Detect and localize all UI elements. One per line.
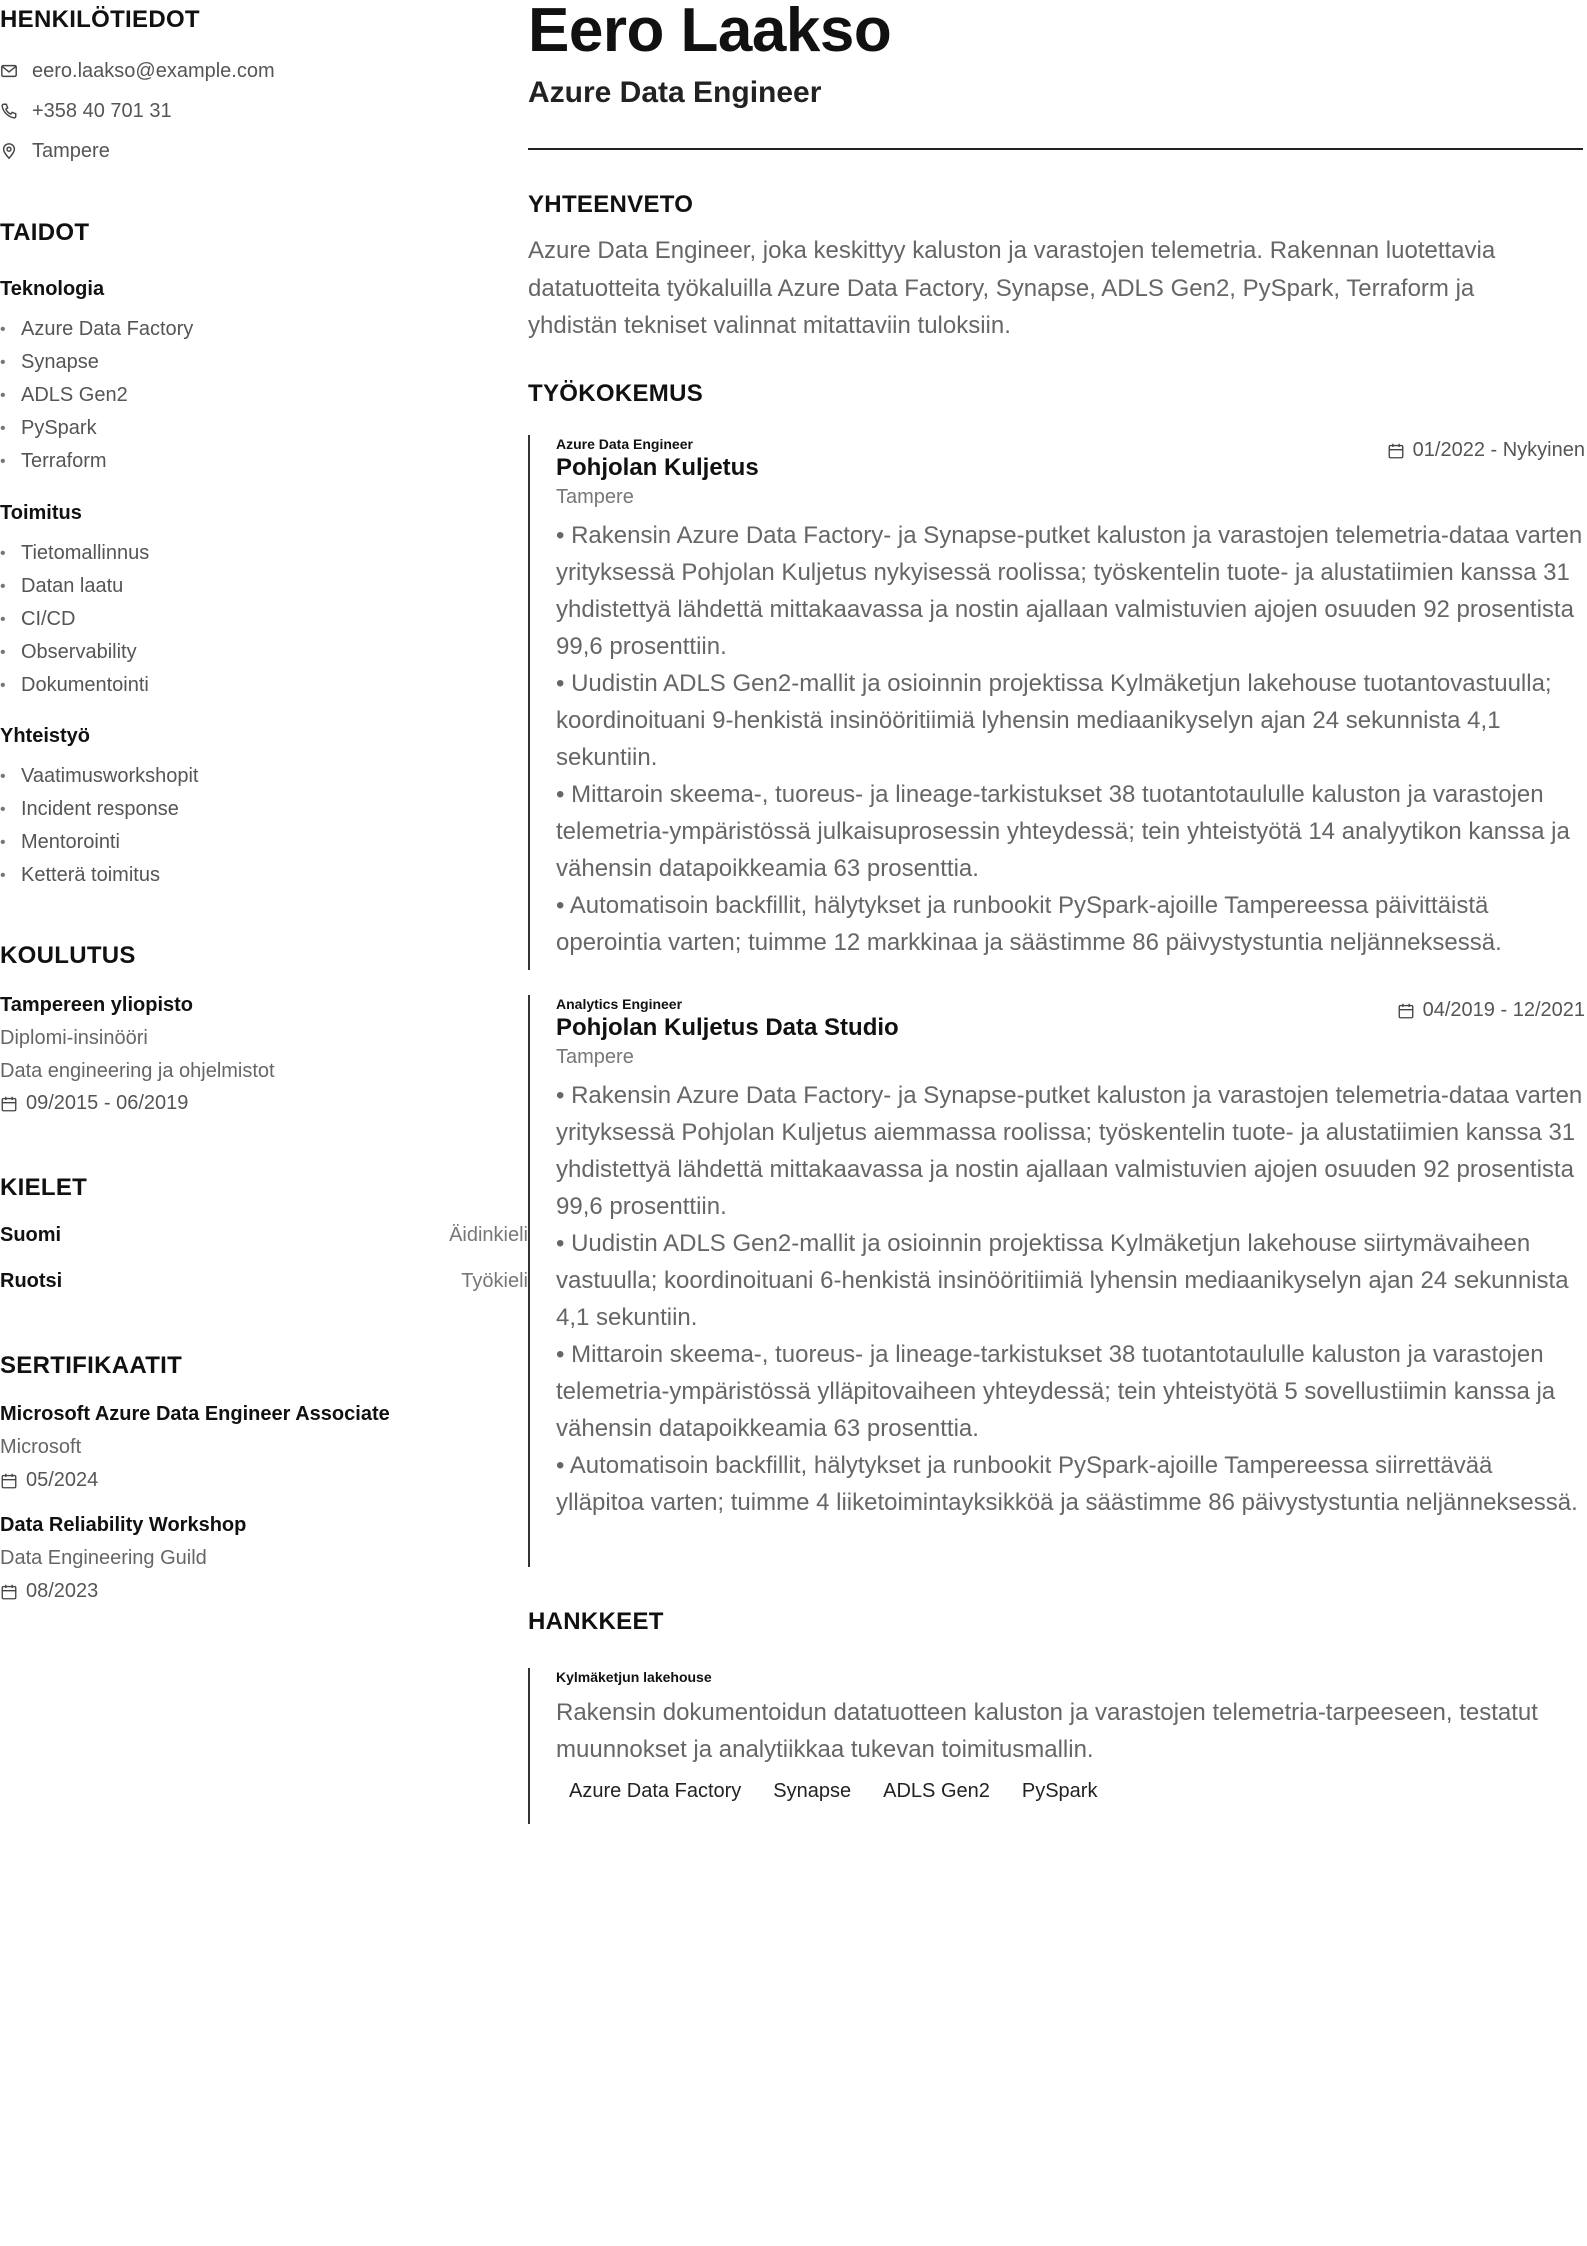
- main-content: [528, 0, 1583, 2246]
- skills-section-title: TAIDOT: [0, 219, 90, 246]
- project-body: [530, 1668, 1585, 1803]
- job-bullet: • Rakensin Azure Data Factory- ja Synapse-putket kaluston ja varastojen telemetria-dataa varten yrityksessä Pohjolan Kuljetus nykyisessä roolissa; työskentelin tuote- ja alustatiimien kanssa 31 yhdistettyä lähdettä mittakaavassa ja nostin ajallaan valmistuvien ajojen osuuden 92 prosentista 99,6 prosenttiin.: [556, 522, 1583, 660]
- header-divider: [528, 148, 1583, 150]
- skill-item: • ADLS Gen2: [0, 379, 193, 412]
- project-tag: Synapse: [773, 1780, 852, 1802]
- skill-item: • Mentorointi: [0, 826, 198, 859]
- job-entry: [528, 995, 1585, 1567]
- skill-group: [0, 725, 90, 748]
- calendar-icon: [1397, 1002, 1415, 1020]
- job-bullet: • Uudistin ADLS Gen2-mallit ja osioinnin projektissa Kylmäketjun lakehouse siirtymävaiheen vastuulla; koordinoituani 6-henkistä insinööritiimiä lyhensin mediaanikyselyn ajan 24 sekunnista 4,1 sekuntiin.: [556, 1230, 1569, 1331]
- project-description: Rakensin dokumentoidun datatuotteen kaluston ja varastojen telemetria-tarpeeseen, testatut muunnokset ja analytiikkaa tukevan toimitusmallin.: [556, 1699, 1538, 1763]
- education-section-title: KOULUTUS: [0, 942, 136, 969]
- language-row: [0, 1270, 528, 1293]
- calendar-icon: [1387, 442, 1405, 460]
- summary-section-title: YHTEENVETO: [528, 191, 694, 218]
- skill-item: • Datan laatu: [0, 570, 149, 603]
- job-body: [530, 435, 1585, 961]
- language-name: Suomi: [0, 1224, 62, 1246]
- job-bullet: • Automatisoin backfillit, hälytykset ja runbookit PySpark-ajoille Tampereessa siirrettävää ylläpitoa varten; tuimme 4 liiketoimintayksikköä ja säästimme 86 päivystystuntia neljänneksessä.: [556, 1452, 1578, 1516]
- job-body: [530, 995, 1585, 1521]
- projects-section-title: HANKKEET: [528, 1608, 664, 1635]
- job-bullets: [556, 1077, 1585, 1521]
- personal-section-title: HENKILÖTIEDOT: [0, 6, 200, 33]
- skill-group-title: Toimitus: [0, 502, 82, 524]
- skill-item: • Azure Data Factory: [0, 313, 193, 346]
- job-dates: [1387, 439, 1585, 462]
- job-location: Tampere: [556, 1046, 634, 1068]
- skill-item: • Ketterä toimitus: [0, 859, 198, 892]
- calendar-icon: [0, 1583, 18, 1601]
- cert-date: [0, 1469, 98, 1492]
- language-row: [0, 1224, 528, 1247]
- email-row: [0, 56, 275, 86]
- skill-item: • Incident response: [0, 793, 198, 826]
- phone-row: [0, 96, 172, 126]
- person-role: Azure Data Engineer: [528, 76, 822, 109]
- skill-list: [0, 537, 149, 702]
- job-company: Pohjolan Kuljetus Data Studio: [556, 1014, 899, 1041]
- project-tag: Azure Data Factory: [569, 1780, 742, 1802]
- skill-list: [0, 313, 193, 478]
- job-date-text: 04/2019 - 12/2021: [1422, 999, 1585, 1021]
- calendar-icon: [0, 1472, 18, 1490]
- cert-name: Data Reliability Workshop: [0, 1514, 247, 1536]
- education-date-text: 09/2015 - 06/2019: [26, 1092, 189, 1114]
- job-bullet: • Rakensin Azure Data Factory- ja Synapse-putket kaluston ja varastojen telemetria-dataa varten yrityksessä Pohjolan Kuljetus aiemmassa roolissa; työskentelin tuote- ja alustatiimien kanssa 31 yhdistettyä lähdettä mittakaavassa ja nostin ajallaan valmistuvien ajojen osuuden 92 prosentista 99,6 prosenttiin.: [556, 1082, 1583, 1220]
- language-level: Äidinkieli: [449, 1224, 528, 1246]
- skill-item: • Observability: [0, 636, 149, 669]
- job-bullets: [556, 517, 1585, 961]
- job-entry: [528, 435, 1585, 970]
- location-text: Tampere: [32, 139, 110, 162]
- job-role: Analytics Engineer: [556, 996, 683, 1012]
- map-pin-icon: [0, 142, 18, 160]
- skill-list: [0, 760, 198, 892]
- summary-text: Azure Data Engineer, joka keskittyy kaluston ja varastojen telemetria. Rakennan luotettavia datatuotteita työkaluilla Azure Data Factory, Synapse, ADLS Gen2, PySpark, Terraform ja yhdistän tekniset valinnat mitattaviin tuloksiin.: [528, 237, 1496, 339]
- cert-date-text: 05/2024: [26, 1469, 99, 1491]
- language-name: Ruotsi: [0, 1270, 63, 1292]
- location-row: [0, 136, 110, 166]
- education-school: Tampereen yliopisto: [0, 994, 194, 1016]
- email-text[interactable]: eero.laakso@example.com: [32, 59, 275, 82]
- skill-item: • Dokumentointi: [0, 669, 149, 702]
- education-field: Data engineering ja ohjelmistot: [0, 1060, 275, 1082]
- job-bullet: • Mittaroin skeema-, tuoreus- ja lineage-tarkistukset 38 tuotantotaululle kaluston ja varastojen telemetria-ympäristössä ylläpitovaiheen yhteydessä; tein yhteistyötä 5 sovellustiimin kanssa ja vähensin datapoikkeamia 63 prosenttia.: [556, 1341, 1556, 1442]
- job-role: Azure Data Engineer: [556, 436, 693, 452]
- person-name: Eero Laakso: [528, 0, 892, 65]
- project-tag: ADLS Gen2: [883, 1780, 990, 1802]
- job-dates: [1397, 999, 1585, 1022]
- certifications-section-title: SERTIFIKAATIT: [0, 1352, 183, 1379]
- phone-icon: [0, 102, 18, 120]
- project-tag: PySpark: [1021, 1780, 1098, 1802]
- job-location: Tampere: [556, 486, 634, 508]
- experience-section-title: TYÖKOKEMUS: [528, 380, 704, 407]
- skill-group-title: Teknologia: [0, 278, 105, 300]
- cert-date-text: 08/2023: [26, 1580, 99, 1602]
- job-bullet: • Uudistin ADLS Gen2-mallit ja osioinnin projektissa Kylmäketjun lakehouse tuotantovastuulla; koordinoituani 9-henkistä insinööritiimiä lyhensin mediaanikyselyn ajan 24 sekunnista 4,1 sekuntiin.: [556, 670, 1552, 771]
- project-tags: [556, 1780, 1585, 1803]
- education-degree: Diplomi-insinööri: [0, 1027, 148, 1049]
- phone-text[interactable]: +358 40 701 31: [32, 99, 172, 122]
- calendar-icon: [0, 1095, 18, 1113]
- skill-item: • Tietomallinnus: [0, 537, 149, 570]
- cert-date: [0, 1580, 98, 1603]
- language-level: Työkieli: [461, 1270, 528, 1292]
- job-bullet: • Automatisoin backfillit, hälytykset ja runbookit PySpark-ajoille Tampereessa päivittäistä operointia varten; tuimme 12 markkinaa ja säästimme 86 päivystystuntia neljänneksessä.: [556, 892, 1502, 956]
- job-company: Pohjolan Kuljetus: [556, 454, 759, 481]
- skill-item: • PySpark: [0, 412, 193, 445]
- cert-issuer: Data Engineering Guild: [0, 1547, 207, 1569]
- skill-group: [0, 502, 82, 525]
- project-name: Kylmäketjun lakehouse: [556, 1669, 712, 1685]
- cert-name: Microsoft Azure Data Engineer Associate: [0, 1403, 390, 1425]
- job-bullet: • Mittaroin skeema-, tuoreus- ja lineage-tarkistukset 38 tuotantotaululle kaluston ja varastojen telemetria-ympäristössä julkaisuprosessin yhteydessä; tein yhteistyötä 14 analyytikon kanssa ja vähensin datapoikkeamia 63 prosenttia.: [556, 781, 1570, 882]
- skill-item: • Synapse: [0, 346, 193, 379]
- skill-group: [0, 278, 104, 301]
- skill-item: • CI/CD: [0, 603, 149, 636]
- skill-item: • Vaatimusworkshopit: [0, 760, 198, 793]
- cert-issuer: Microsoft: [0, 1436, 82, 1458]
- project-entry: [528, 1668, 1585, 1824]
- skill-group-title: Yhteistyö: [0, 725, 91, 747]
- education-dates: [0, 1092, 188, 1115]
- languages-section-title: KIELET: [0, 1174, 88, 1201]
- job-date-text: 01/2022 - Nykyinen: [1412, 439, 1585, 461]
- mail-icon: [0, 62, 18, 80]
- skill-item: • Terraform: [0, 445, 193, 478]
